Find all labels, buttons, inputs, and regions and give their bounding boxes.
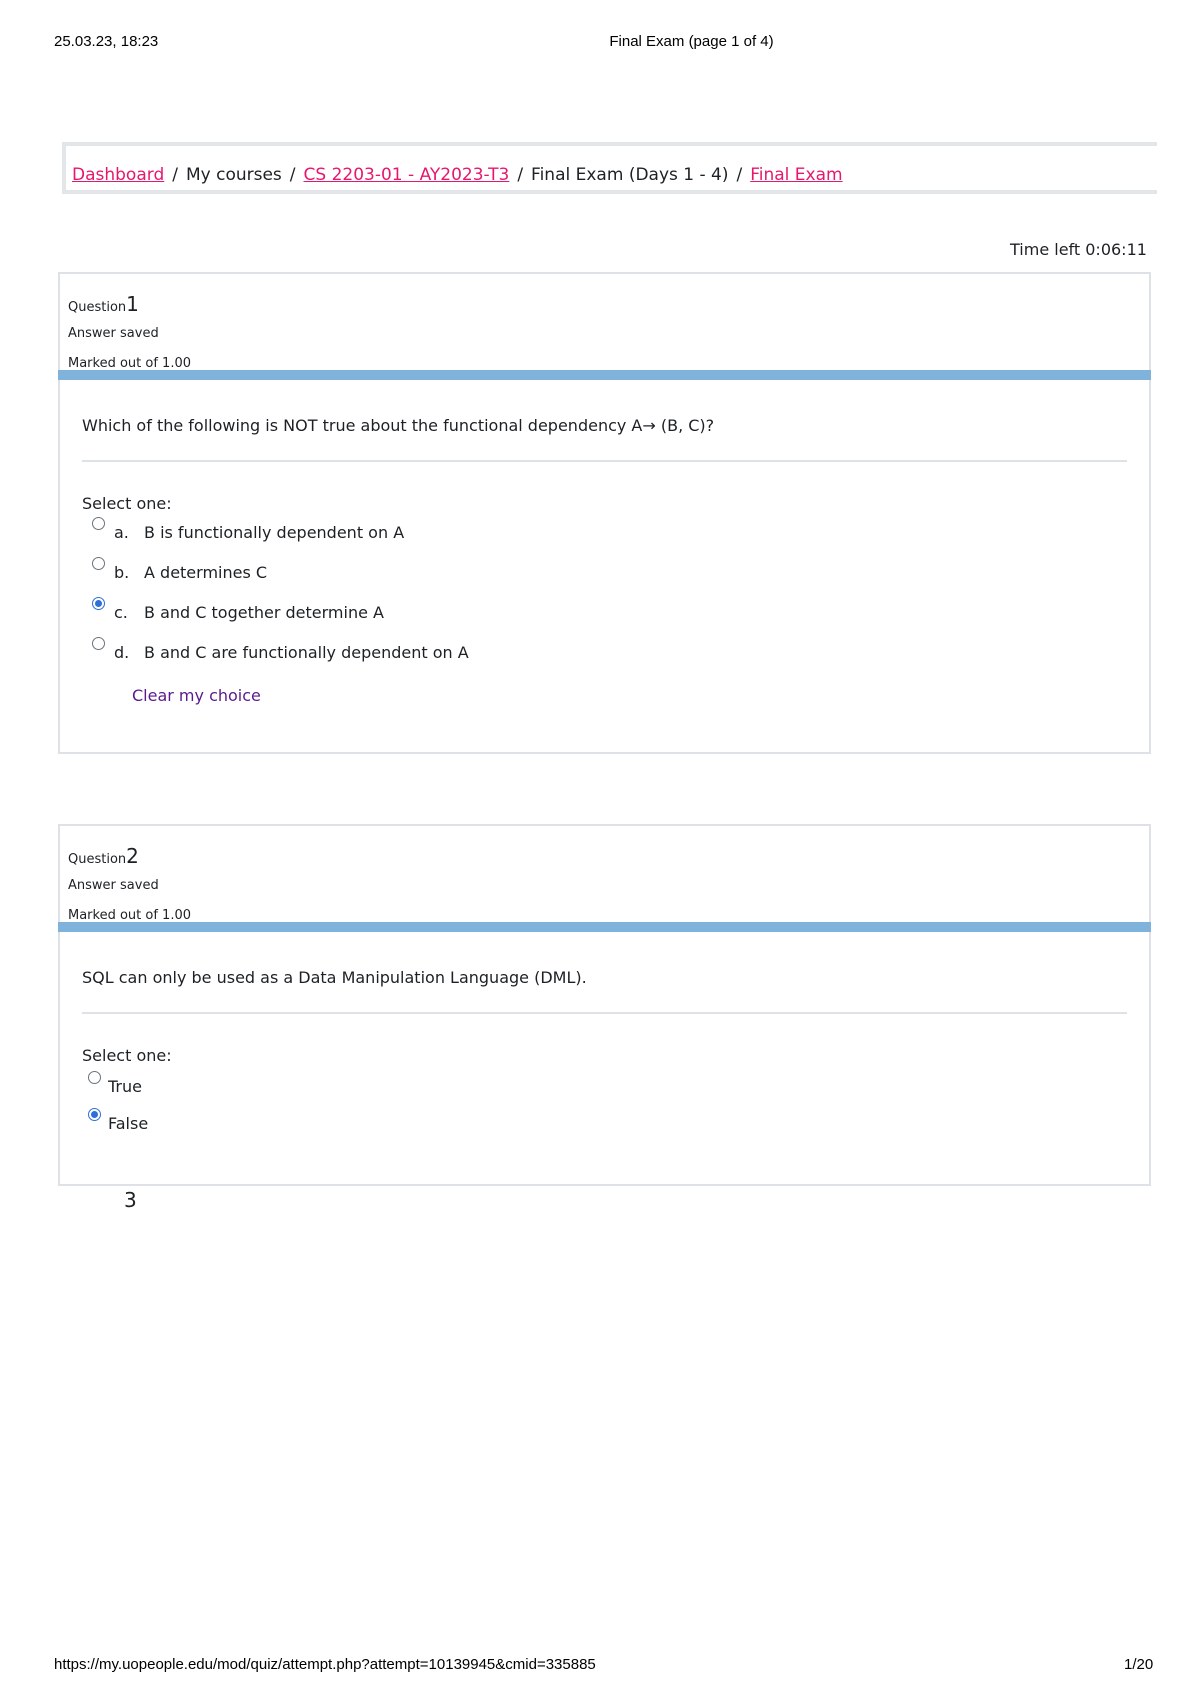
question-info: [60, 826, 1149, 922]
question-text: Which of the following is NOT true about the functional dependency A→ (B, C)?: [82, 416, 715, 435]
print-header: [0, 33, 1200, 53]
question-2: [58, 824, 1151, 1186]
print-url: https://my.uopeople.edu/mod/quiz/attempt.php?attempt=10139945&cmid=335885: [54, 1656, 596, 1673]
breadcrumb-dashboard-link[interactable]: Dashboard: [72, 165, 165, 185]
question-1: [58, 272, 1151, 754]
breadcrumb-separator: /: [172, 165, 178, 185]
option-letter: b.: [114, 563, 130, 582]
print-page-number: 1/20: [1124, 1656, 1154, 1673]
breadcrumb-exam-section: Final Exam (Days 1 - 4): [531, 165, 729, 185]
question-rule: [82, 460, 1127, 462]
breadcrumb: [72, 165, 843, 185]
option-text: True: [108, 1077, 142, 1096]
print-footer: [0, 1656, 1200, 1676]
option-text: B is functionally dependent on A: [144, 523, 405, 542]
question-divider-bar: [58, 370, 1151, 380]
question-grade: Marked out of 1.00: [68, 356, 192, 371]
breadcrumb-bar: [62, 142, 1157, 194]
print-datetime: 25.03.23, 18:23: [54, 33, 159, 50]
question-state: Answer saved: [68, 326, 159, 341]
radio-button-selected[interactable]: [88, 1108, 101, 1121]
breadcrumb-my-courses: My courses: [185, 165, 282, 185]
question-number: [68, 844, 139, 868]
next-question-number: 3: [124, 1188, 137, 1212]
radio-button[interactable]: [92, 637, 105, 650]
question-number-value: 2: [126, 844, 139, 868]
print-title: Final Exam (page 1 of 4): [609, 33, 774, 50]
option-text: A determines C: [144, 563, 268, 582]
timer-label: Time left: [1010, 240, 1081, 259]
radio-button[interactable]: [88, 1071, 101, 1084]
breadcrumb-separator: /: [517, 165, 524, 185]
breadcrumb-course-link[interactable]: CS 2203-01 - AY2023-T3: [303, 165, 510, 185]
breadcrumb-separator: /: [289, 165, 296, 185]
select-one-label: Select one:: [82, 1046, 172, 1065]
question-number: [68, 292, 139, 316]
question-prefix: Question: [68, 300, 127, 315]
question-rule: [82, 1012, 1127, 1014]
question-info: [60, 274, 1149, 370]
question-number-value: 1: [126, 292, 139, 316]
question-state: Answer saved: [68, 878, 159, 893]
clear-my-choice-link[interactable]: Clear my choice: [132, 686, 261, 705]
option-text: B and C together determine A: [144, 603, 384, 622]
radio-button-selected[interactable]: [92, 597, 105, 610]
breadcrumb-final-exam-link[interactable]: Final Exam: [750, 165, 843, 185]
question-grade: Marked out of 1.00: [68, 908, 192, 923]
quiz-timer: [1010, 240, 1147, 259]
breadcrumb-separator: /: [736, 165, 743, 185]
option-text: B and C are functionally dependent on A: [144, 643, 469, 662]
radio-button[interactable]: [92, 557, 105, 570]
option-text: False: [108, 1114, 149, 1133]
select-one-label: Select one:: [82, 494, 172, 513]
question-divider-bar: [58, 922, 1151, 932]
question-prefix: Question: [68, 852, 127, 867]
timer-value: 0:06:11: [1085, 240, 1147, 259]
option-letter: d.: [114, 643, 130, 662]
option-letter: a.: [114, 523, 129, 542]
question-text: SQL can only be used as a Data Manipulation Language (DML).: [82, 968, 587, 987]
radio-button[interactable]: [92, 517, 105, 530]
option-letter: c.: [114, 603, 128, 622]
